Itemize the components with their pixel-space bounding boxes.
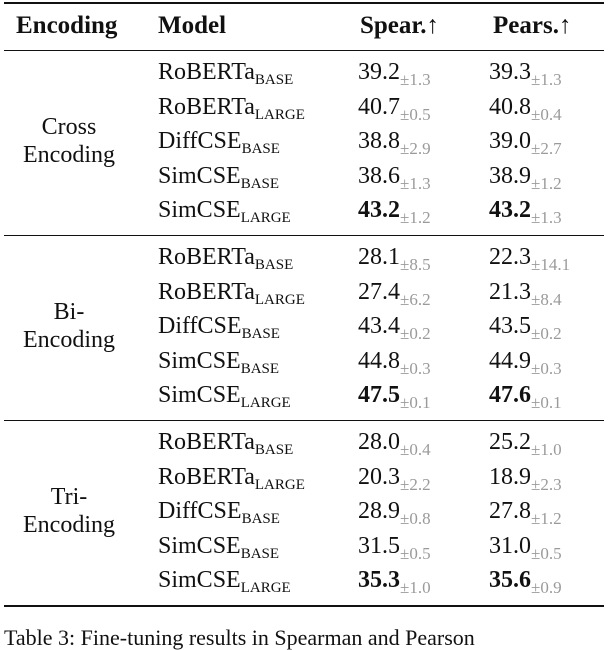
spearman-value: 20.3: [358, 463, 400, 490]
pearson-std: ±8.4: [531, 289, 562, 309]
pearson-value: 25.2: [489, 429, 531, 455]
group-label-line: Cross: [41, 114, 97, 140]
pearson-std: ±2.3: [531, 474, 562, 494]
pearson-cell: [489, 565, 562, 603]
spearman-std: ±2.2: [400, 474, 431, 494]
pearson-std: ±0.9: [531, 578, 562, 597]
group-label-line: Encoding: [23, 512, 115, 538]
spearman-std: ±0.3: [400, 358, 431, 378]
spearman-cell: [358, 380, 431, 418]
spearman-value: 28.0: [358, 429, 400, 455]
pearson-std: ±0.3: [531, 358, 562, 378]
model-size-subscript: LARGE: [254, 291, 305, 308]
model-name: [158, 496, 280, 534]
spearman-std: ±1.3: [400, 173, 431, 193]
model-base-name: SimCSE: [158, 532, 241, 559]
bottom-rule: [4, 605, 604, 607]
spearman-value: 31.5: [358, 532, 400, 559]
group-label: [0, 113, 138, 169]
spearman-std: ±0.5: [400, 104, 431, 124]
pearson-cell: [489, 531, 562, 569]
model-base-name: RoBERTa: [158, 429, 255, 455]
model-base-name: DiffCSE: [158, 128, 242, 154]
model-name: [158, 92, 305, 130]
model-size-subscript: LARGE: [240, 395, 291, 411]
spearman-value: 39.2: [358, 59, 400, 85]
spearman-cell: [358, 57, 431, 95]
pearson-value: 44.9: [489, 347, 531, 374]
model-base-name: SimCSE: [158, 162, 241, 189]
spearman-cell: [358, 195, 431, 233]
pearson-cell: [489, 92, 562, 130]
pearson-value: 43.2: [489, 197, 531, 223]
model-name: [158, 277, 305, 315]
pearson-std: ±2.7: [531, 139, 562, 158]
spearman-cell: [358, 346, 431, 384]
spearman-cell: [358, 531, 431, 569]
spearman-std: ±1.3: [400, 70, 431, 89]
model-name: [158, 311, 280, 349]
spearman-cell: [358, 496, 431, 534]
table-caption: Table 3: Fine-tuning results in Spearman and Pearson: [4, 625, 475, 650]
spearman-std: ±8.5: [400, 255, 431, 274]
pearson-value: 22.3: [489, 244, 531, 270]
pearson-value: 21.3: [489, 278, 531, 305]
spearman-value: 43.2: [358, 197, 400, 223]
pearson-value: 18.9: [489, 463, 531, 490]
model-size-subscript: BASE: [241, 326, 280, 342]
model-size-subscript: BASE: [240, 175, 280, 192]
model-name: [158, 346, 279, 384]
model-base-name: DiffCSE: [158, 498, 242, 524]
group-label-line: Encoding: [23, 327, 115, 353]
pearson-cell: [489, 311, 562, 349]
model-size-subscript: BASE: [241, 141, 280, 157]
model-name: [158, 161, 279, 199]
header-spearman: Spear.↑: [360, 12, 439, 39]
model-name: [158, 531, 279, 569]
header-pearson: Pears.↑: [493, 12, 572, 39]
pearson-value: 47.6: [489, 382, 531, 408]
pearson-value: 43.5: [489, 313, 531, 339]
model-name: [158, 242, 293, 280]
spearman-std: ±6.2: [400, 289, 431, 309]
top-rule: [4, 2, 604, 4]
pearson-cell: [489, 380, 562, 418]
model-base-name: DiffCSE: [158, 313, 242, 339]
pearson-std: ±1.3: [531, 208, 562, 227]
pearson-std: ±1.3: [531, 70, 562, 89]
group-label-line: Tri-: [50, 484, 88, 510]
group-label: [0, 483, 138, 539]
spearman-cell: [358, 462, 431, 500]
spearman-value: 28.1: [358, 244, 400, 270]
spearman-std: ±0.4: [400, 440, 431, 459]
model-base-name: SimCSE: [158, 567, 241, 593]
model-base-name: RoBERTa: [158, 244, 255, 270]
header-model: Model: [158, 12, 227, 39]
group-label: [0, 298, 138, 354]
pearson-value: 27.8: [489, 498, 531, 524]
pearson-cell: [489, 496, 562, 534]
pearson-std: ±0.1: [531, 393, 562, 412]
pearson-std: ±0.2: [531, 324, 562, 343]
spearman-value: 47.5: [358, 382, 400, 408]
pearson-value: 31.0: [489, 532, 531, 559]
spearman-std: ±0.8: [400, 509, 431, 528]
pearson-value: 39.3: [489, 59, 531, 85]
spearman-value: 43.4: [358, 313, 400, 339]
pearson-cell: [489, 462, 562, 500]
pearson-std: ±1.2: [531, 509, 562, 528]
model-size-subscript: BASE: [254, 442, 294, 458]
spearman-cell: [358, 161, 431, 199]
spearman-value: 38.6: [358, 162, 400, 189]
spearman-cell: [358, 242, 431, 280]
pearson-cell: [489, 346, 562, 384]
header-rule: [4, 50, 604, 51]
pearson-std: ±0.5: [531, 543, 562, 563]
model-base-name: SimCSE: [158, 347, 241, 374]
pearson-value: 40.8: [489, 93, 531, 120]
spearman-value: 38.8: [358, 128, 400, 154]
spearman-value: 27.4: [358, 278, 400, 305]
pearson-cell: [489, 242, 570, 280]
pearson-std: ±14.1: [531, 255, 571, 274]
pearson-cell: [489, 277, 562, 315]
pearson-cell: [489, 427, 562, 465]
pearson-value: 38.9: [489, 162, 531, 189]
pearson-std: ±1.0: [531, 440, 562, 459]
spearman-value: 35.3: [358, 567, 400, 593]
pearson-cell: [489, 126, 562, 164]
spearman-std: ±2.9: [400, 139, 431, 158]
model-base-name: SimCSE: [158, 382, 241, 408]
pearson-std: ±0.4: [531, 104, 562, 124]
model-name: [158, 427, 293, 465]
model-name: [158, 462, 305, 500]
model-size-subscript: LARGE: [254, 106, 305, 123]
model-name: [158, 126, 280, 164]
model-base-name: RoBERTa: [158, 93, 255, 120]
pearson-std: ±1.2: [531, 173, 562, 193]
spearman-std: ±0.1: [400, 393, 431, 412]
spearman-cell: [358, 565, 431, 603]
model-size-subscript: BASE: [254, 72, 294, 88]
model-size-subscript: BASE: [241, 511, 280, 527]
pearson-cell: [489, 57, 562, 95]
spearman-cell: [358, 126, 431, 164]
group-label-line: Bi-: [53, 299, 85, 325]
model-name: [158, 57, 293, 95]
model-size-subscript: LARGE: [240, 580, 291, 596]
group-separator-rule: [4, 420, 604, 421]
spearman-cell: [358, 277, 431, 315]
model-size-subscript: BASE: [240, 545, 280, 562]
pearson-cell: [489, 161, 562, 199]
pearson-cell: [489, 195, 562, 233]
model-base-name: RoBERTa: [158, 278, 255, 305]
group-separator-rule: [4, 235, 604, 236]
spearman-cell: [358, 92, 431, 130]
model-name: [158, 195, 291, 233]
spearman-std: ±1.0: [400, 578, 431, 597]
spearman-value: 40.7: [358, 93, 400, 120]
header-encoding: Encoding: [16, 12, 118, 39]
model-size-subscript: LARGE: [254, 476, 305, 493]
pearson-value: 39.0: [489, 128, 531, 154]
spearman-std: ±1.2: [400, 208, 431, 227]
model-name: [158, 380, 291, 418]
model-size-subscript: LARGE: [240, 210, 291, 226]
model-base-name: SimCSE: [158, 197, 241, 223]
model-size-subscript: BASE: [240, 360, 280, 377]
model-base-name: RoBERTa: [158, 463, 255, 490]
spearman-cell: [358, 311, 431, 349]
model-name: [158, 565, 291, 603]
spearman-value: 28.9: [358, 498, 400, 524]
spearman-std: ±0.5: [400, 543, 431, 563]
model-base-name: RoBERTa: [158, 59, 255, 85]
spearman-cell: [358, 427, 431, 465]
group-label-line: Encoding: [23, 142, 115, 168]
spearman-value: 44.8: [358, 347, 400, 374]
model-size-subscript: BASE: [254, 257, 294, 273]
pearson-value: 35.6: [489, 567, 531, 593]
spearman-std: ±0.2: [400, 324, 431, 343]
